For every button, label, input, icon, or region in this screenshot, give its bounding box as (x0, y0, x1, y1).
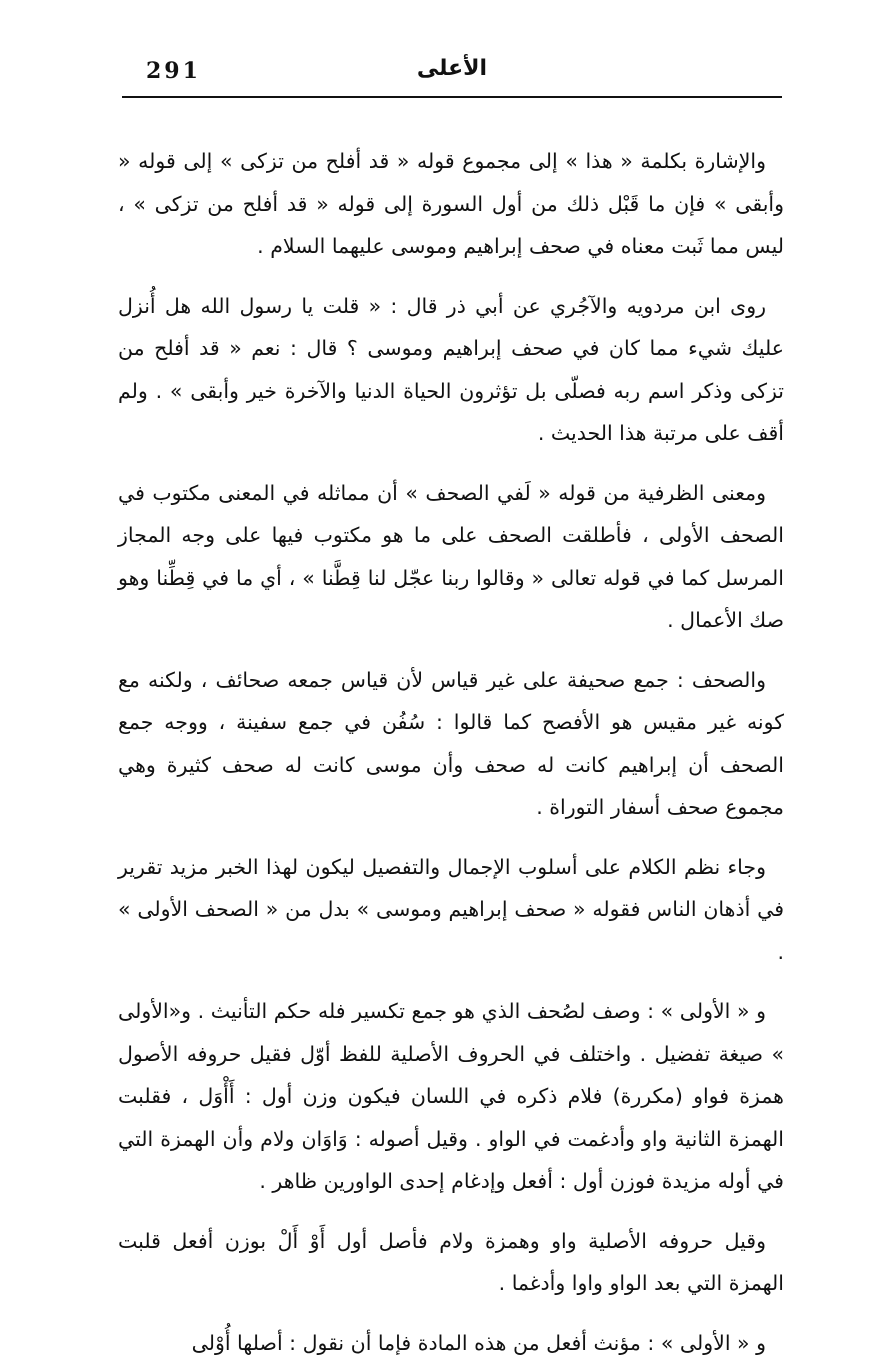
paragraph-3: ومعنى الظرفية من قوله « لَفي الصحف » أن مماثله في المعنى مكتوب في الصحف الأولى ، فأطلقت الصحف على ما هو مكتوب فيها على وجه المجاز المرسل كما في قوله تعالى « وقالوا ربنا عجّل لنا قِطَّنا » ، أي ما في قِطِّنا وهو صك الأعمال . (118, 480, 784, 632)
paragraph-4: والصحف : جمع صحيفة على غير قياس لأن قياس جمعه صحائف ، ولكنه مع كونه غير مقيس هو الأفصح كما قالوا : سُفُن في جمع سفينة ، ووجه جمع الصحف أن إبراهيم كانت له صحف وأن موسى كانت له صحف كثيرة وهي مجموع صحف أسفار التوراة . (118, 667, 784, 819)
paragraph-6: و « الأولى » : وصف لصُحف الذي هو جمع تكسير فله حكم التأنيث . و«الأولى » صيغة تفضيل . واختلف في الحروف الأصلية للفظ أوّل فقيل حروفه الأصول همزة فواو (مكررة) فلام ذكره في اللسان فيكون وزن أول : أَأْوَل ، فقلبت الهمزة الثانية واو وأدغمت في الواو . وقيل أصوله : وَاوَان ولام وأن الهمزة التي في أوله مزيدة فوزن أول : أفعل وإدغام إحدى الواورين ظاهر . (118, 999, 784, 1193)
page-number: 291 (146, 58, 201, 84)
page-header (122, 52, 782, 98)
paragraph-2: روى ابن مردويه والآجُري عن أبي ذر قال : « قلت يا رسول الله هل أُنزل عليك شيء مما كان في صحف إبراهيم وموسى ؟ قال : نعم « قد أفلح من تزكى وذكر اسم ربه فصلّى بل تؤثرون الحياة الدنيا والآخرة خير وأبقى » . ولم أقف على مرتبة هذا الحديث . (118, 293, 784, 445)
page-body (118, 140, 784, 1364)
running-title: الأعلى (416, 56, 488, 81)
paragraph-8: و « الأولى » : مؤنث أفعل من هذه المادة فإما أن نقول : أصلها أُوْلى (191, 1330, 766, 1355)
paragraph-5: وجاء نظم الكلام على أسلوب الإجمال والتفصيل ليكون لهذا الخبر مزيد تقرير في أذهان الناس فقوله « صحف إبراهيم وموسى » بدل من « الصحف الأولى » . (118, 854, 784, 964)
paragraph-1: والإشارة بكلمة « هذا » إلى مجموع قوله « قد أفلح من تزكى » إلى قوله « وأبقى » فإن ما قَبْل ذلك من أول السورة إلى قوله « قد أفلح من تزكى » ، ليس مما ثَبت معناه في صحف إبراهيم وموسى عليهما السلام . (118, 149, 784, 258)
paragraph-7: وقيل حروفه الأصلية واو وهمزة ولام فأصل أول أَوْ أَلْ بوزن أفعل قلبت الهمزة التي بعد الواو واوا وأدغما . (118, 1228, 784, 1295)
